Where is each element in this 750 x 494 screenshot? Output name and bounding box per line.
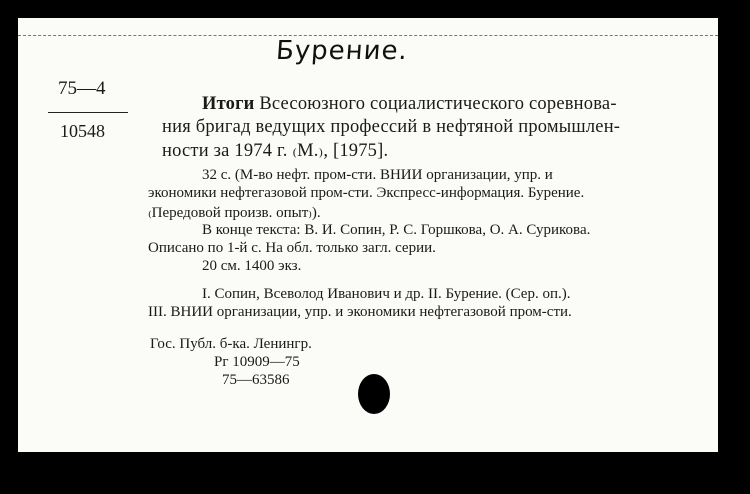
catalog-card: [18, 18, 718, 452]
note-line-1: В конце текста: В. И. Сопин, Р. С. Горшкова, О. А. Сурикова.: [202, 222, 591, 238]
collation-line-3: ₍Передовой произв. опыт₎).: [148, 205, 321, 221]
order-number: Рг 10909—75: [214, 354, 300, 370]
title-line-2: ния бригад ведущих профессий в нефтяной промышлен-: [162, 117, 621, 137]
title-bold-word: Итоги: [202, 94, 255, 114]
ink-stain: [358, 374, 390, 414]
card-number: 75—63586: [222, 372, 290, 388]
handwritten-heading: Бурение.: [274, 36, 409, 66]
library-name: Гос. Публ. б-ка. Ленингр.: [150, 336, 312, 352]
tracing-line-1: I. Сопин, Всеволод Иванович и др. II. Бурение. (Сер. оп.).: [202, 286, 571, 302]
classification-number: 75—4: [58, 78, 106, 99]
collation-line-2: экономики нефтегазовой пром-сти. Экспресс-информация. Бурение.: [148, 185, 585, 201]
title-line-1: [202, 94, 617, 115]
accession-number: 10548: [60, 121, 105, 141]
tracing-line-2: III. ВНИИ организации, упр. и экономики нефтегазовой пром-сти.: [148, 304, 572, 320]
title-line-3: ности за 1974 г. ₍М.₎, [1975].: [162, 141, 389, 161]
size-edition-line: 20 см. 1400 экз.: [202, 258, 302, 274]
collation-line-1: 32 с. (М-во нефт. пром-сти. ВНИИ организации, упр. и: [202, 167, 553, 183]
classification-divider: [48, 112, 128, 113]
title-line-1-rest: Всесоюзного социалистического соревнова-: [254, 94, 617, 114]
note-line-2: Описано по 1-й с. На обл. только загл. серии.: [148, 240, 436, 256]
